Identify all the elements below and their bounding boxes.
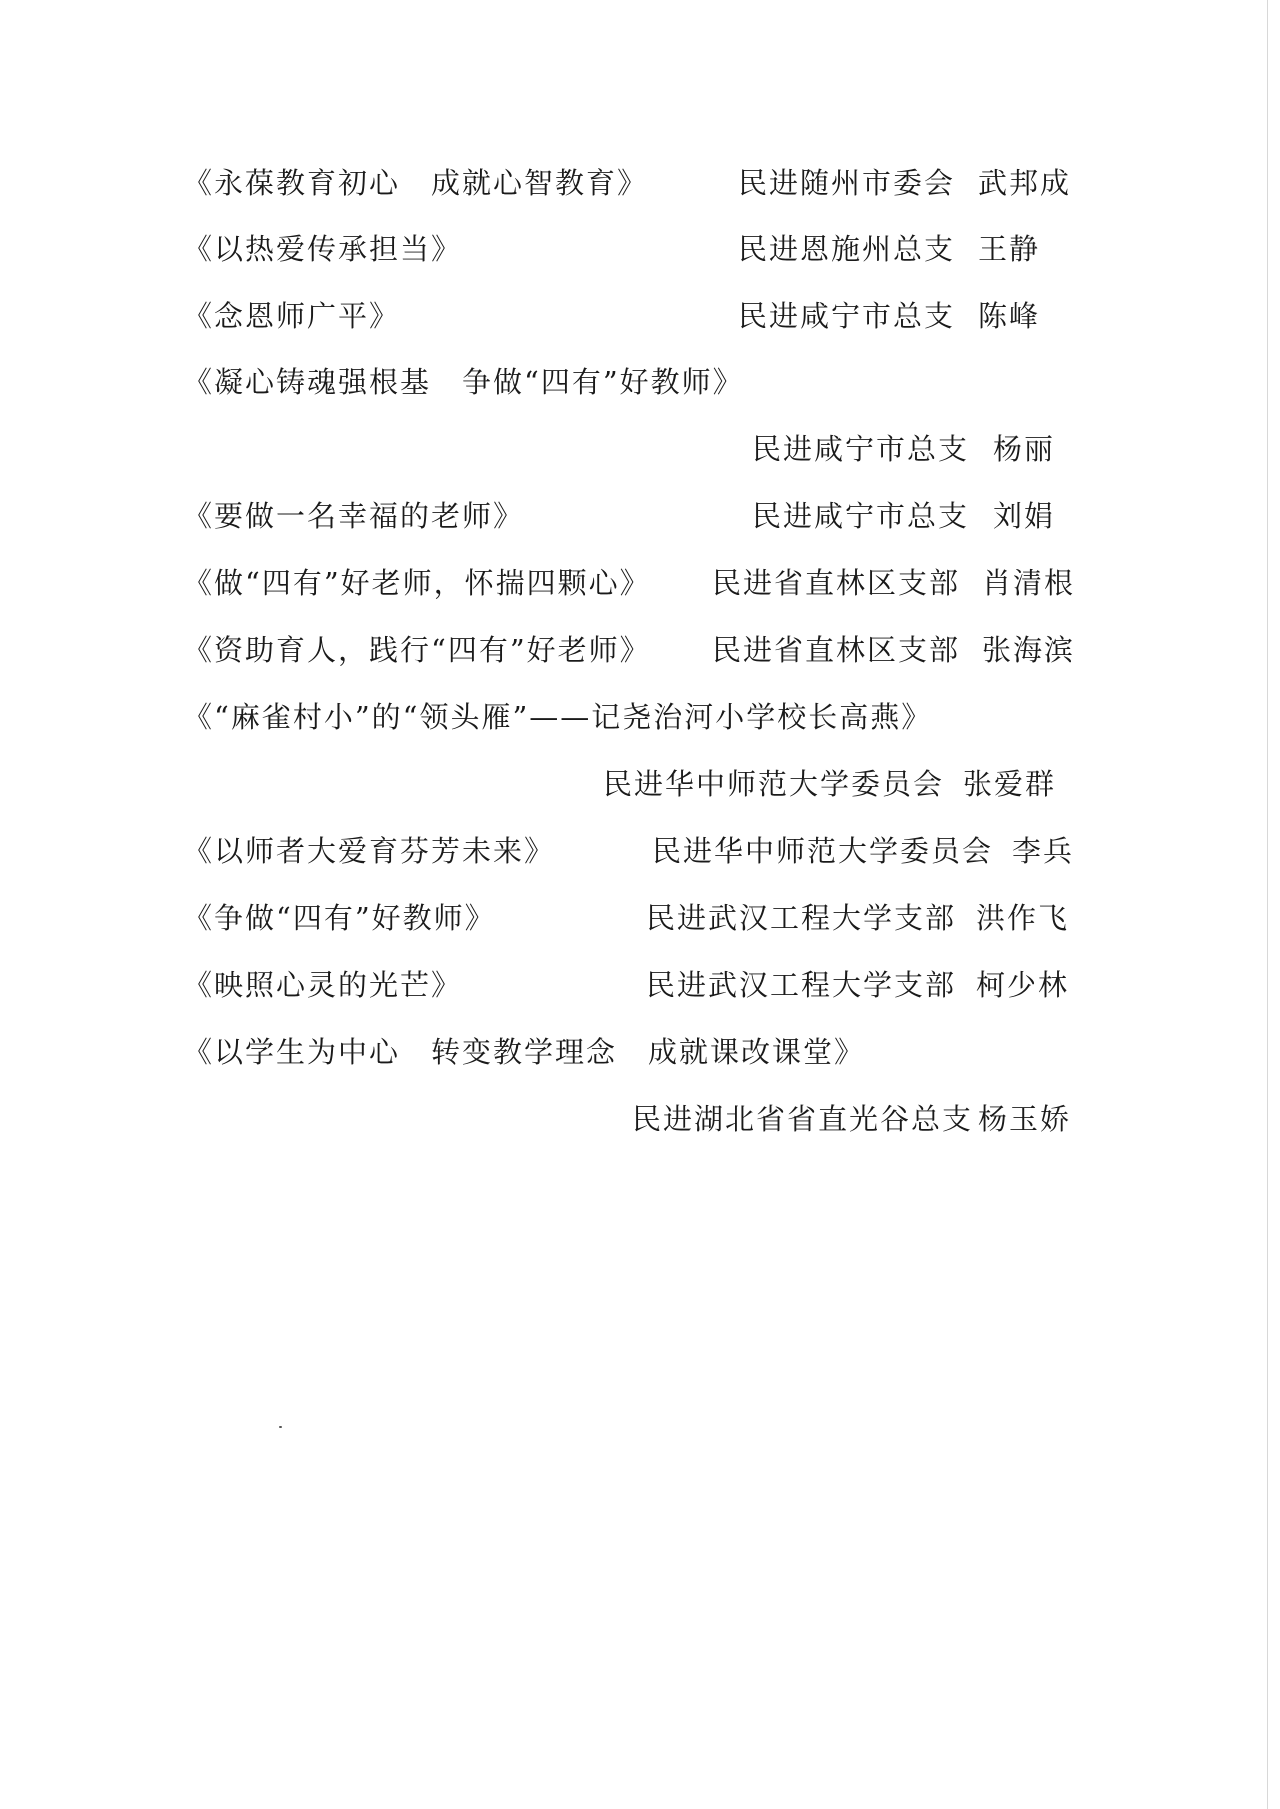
entry-unit: 民进咸宁市总支 (752, 432, 970, 466)
entry-unit: 民进省直林区支部 (712, 566, 961, 600)
entry-title: 《以师者大爱育芬芳未来》 (183, 834, 556, 868)
scan-edge-line (1267, 0, 1268, 1809)
entry-author: 肖清根 (982, 566, 1076, 600)
entry-unit: 民进咸宁市总支 (738, 299, 956, 333)
scan-speck (279, 1426, 282, 1428)
entry-author: 李兵 (1012, 834, 1075, 868)
entry-unit: 民进华中师范大学委员会 (652, 834, 994, 868)
entry-title: 《映照心灵的光芒》 (183, 968, 463, 1002)
entry-unit: 民进武汉工程大学支部 (646, 901, 957, 935)
entry-author: 张海滨 (982, 633, 1076, 667)
entry-unit: 民进咸宁市总支 (752, 499, 970, 533)
entry-title: 《要做一名幸福的老师》 (183, 499, 525, 533)
entry-unit: 民进恩施州总支 (738, 232, 956, 266)
entry-author: 武邦成 (978, 166, 1072, 200)
entry-author: 陈峰 (978, 299, 1041, 333)
entry-title: 《做“四有”好老师，怀揣四颗心》 (183, 566, 651, 600)
entry-title: 《念恩师广平》 (183, 299, 401, 333)
entry-author: 刘娟 (993, 499, 1056, 533)
entry-title: 《凝心铸魂强根基 争做“四有”好教师》 (183, 365, 744, 399)
entry-author: 王静 (978, 232, 1041, 266)
entry-title: 《争做“四有”好教师》 (183, 901, 496, 935)
entry-title: 《以热爱传承担当》 (183, 232, 463, 266)
entry-unit: 民进省直林区支部 (712, 633, 961, 667)
entry-unit: 民进华中师范大学委员会 (603, 767, 945, 801)
entry-author: 洪作飞 (976, 901, 1070, 935)
entry-title: 《以学生为中心 转变教学理念 成就课改课堂》 (183, 1035, 866, 1069)
entry-title: 《“麻雀村小”的“领头雁”——记尧治河小学校长高燕》 (183, 700, 933, 734)
entry-unit: 民进随州市委会 (738, 166, 956, 200)
entry-author: 杨丽 (993, 432, 1056, 466)
entry-unit: 民进武汉工程大学支部 (646, 968, 957, 1002)
entry-title: 《永葆教育初心 成就心智教育》 (183, 166, 649, 200)
entry-author: 张爱群 (963, 767, 1057, 801)
entry-unit: 民进湖北省省直光谷总支 (632, 1102, 974, 1136)
entry-author: 杨玉娇 (978, 1102, 1072, 1136)
entry-author: 柯少林 (976, 968, 1070, 1002)
entry-title: 《资助育人，践行“四有”好老师》 (183, 633, 651, 667)
